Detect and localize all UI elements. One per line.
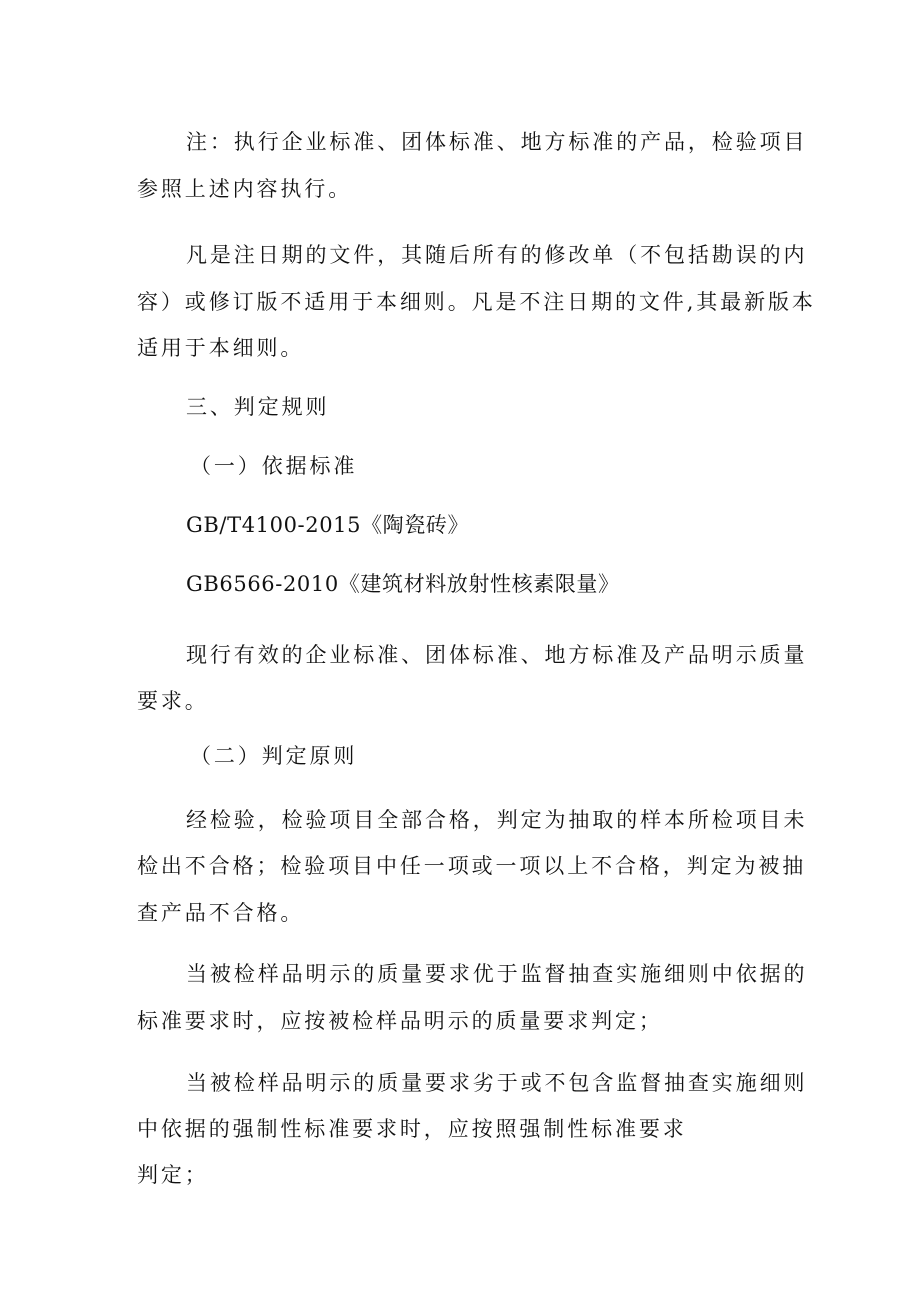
dated-docs-line-1: 凡是注日期的文件，其随后所有的修改单（不包括勘误的内 — [186, 243, 808, 267]
note-line-1: 注：执行企业标准、团体标准、地方标准的产品，检验项目 — [186, 130, 808, 154]
inspection-result-line-1: 经检验，检验项目全部合格，判定为抽取的样本所检项目未 — [186, 808, 808, 832]
superior-claim-line-2: 标准要求时，应按被检样品明示的质量要求判定； — [137, 1009, 663, 1033]
inferior-claim-line-1: 当被检样品明示的质量要求劣于或不包含监督抽查实施细则 — [186, 1071, 808, 1095]
current-standards-line-2: 要求。 — [137, 689, 209, 713]
subheading-basis-standards: （一）依据标准 — [190, 454, 358, 478]
inspection-result-line-2: 检出不合格；检验项目中任一项或一项以上不合格，判定为被抽 — [137, 854, 807, 878]
current-standards-line-1: 现行有效的企业标准、团体标准、地方标准及产品明示质量 — [186, 643, 808, 667]
dated-docs-line-2: 容）或修订版不适用于本细则。凡是不注日期的文件,其最新版本 — [137, 290, 816, 314]
subheading-judgment-principles: （二）判定原则 — [190, 744, 358, 768]
inspection-result-line-3: 查产品不合格。 — [137, 901, 305, 925]
inferior-claim-line-2: 中依据的强制性标准要求时，应按照强制性标准要求 — [137, 1117, 687, 1141]
note-line-2: 参照上述内容执行。 — [137, 177, 353, 201]
dated-docs-line-3: 适用于本细则。 — [137, 336, 305, 360]
standard-radionuclide-limits: GB6566-2010《建筑材料放射性核素限量》 — [186, 572, 620, 596]
inferior-claim-line-3: 判定； — [137, 1163, 209, 1187]
superior-claim-line-1: 当被检样品明示的质量要求优于监督抽查实施细则中依据的 — [186, 962, 808, 986]
standard-ceramic-tiles: GB/T4100-2015《陶瓷砖》 — [186, 513, 470, 537]
section-heading-judgment-rules: 三、判定规则 — [186, 395, 330, 419]
